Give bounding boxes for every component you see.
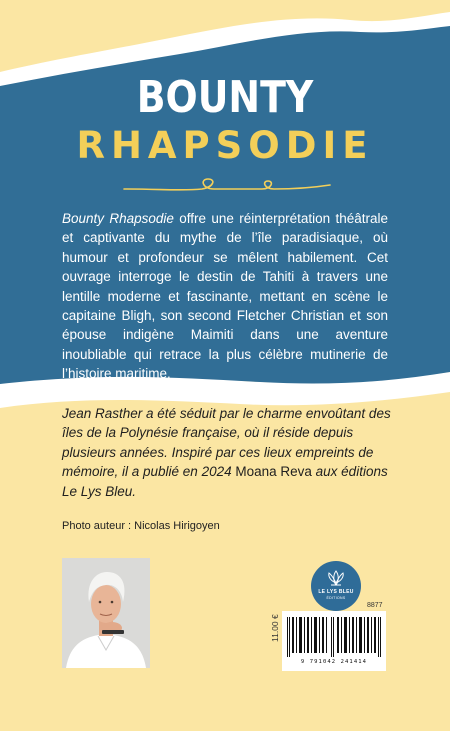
publisher-name: LE LYS BLEU [318,589,354,595]
back-cover-blurb [62,209,388,384]
publisher-subtitle: ÉDITIONS [326,596,346,600]
author-bio [62,404,392,501]
book-title-line1: BOUNTY [136,72,314,123]
book-title-line2: RHAPSODIE [76,124,374,167]
isbn-digits: 9 791042 241414 [300,659,368,665]
lily-flower-icon [311,561,361,589]
blurb-body: offre une réinterprétation théâtrale et captivante du mythe de l’île paradisiaque, où humour et profondeur se mêlent habilement. Cet ouvrage interroge le destin de Tahiti à travers une lentille moderne et fascinante, mettant en scène le capitaine Bligh, son second Fletcher Christian et son épouse indigène Maimiti dans une aventure inoubliable qui retrace la plus célèbre mutinerie de l’histoire maritime. [62,211,388,382]
bio-text-1: Jean Rasther a été séduit par le charme envoûtant des îles de la Polynésie française, où il réside depuis plusieurs années. Inspiré par ces lieux empreints de mémoire, il a publié en 2024 [62,406,391,480]
blurb-title: Bounty Rhapsodie [62,211,174,226]
bio-text-2: aux éditions Le Lys Bleu. [62,464,388,499]
author-photo [62,558,150,668]
barcode-bars [287,617,381,657]
photo-credit: Photo auteur : Nicolas Hirigoyen [62,520,220,532]
barcode [282,611,386,671]
publisher-logo [311,561,361,611]
flourish-ornament [122,175,332,199]
bio-book-title: Moana Reva [235,464,312,480]
product-code: 8877 [367,602,383,609]
price: 11.00 € [270,614,280,642]
